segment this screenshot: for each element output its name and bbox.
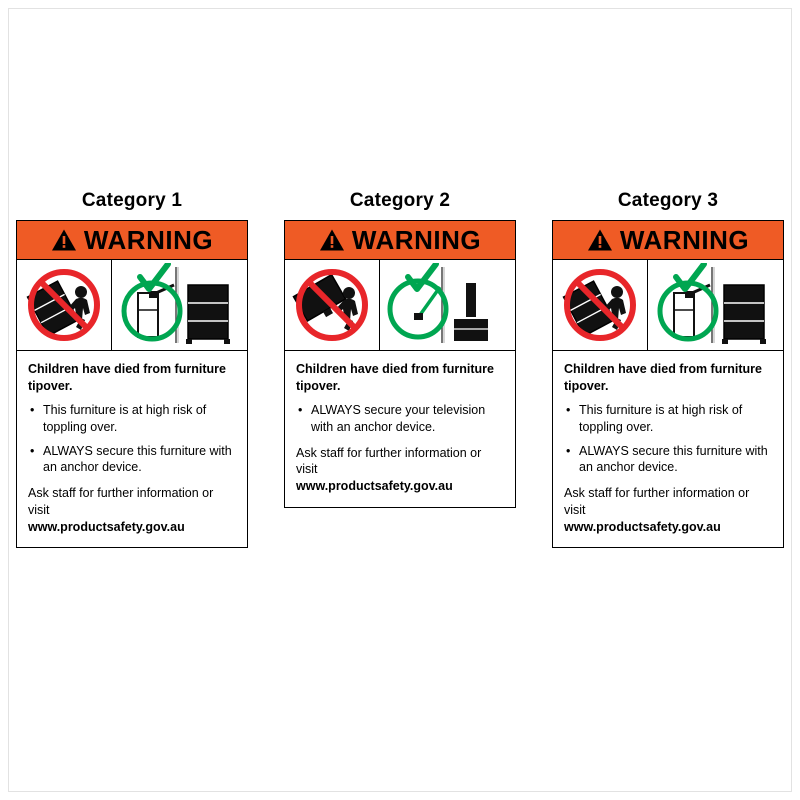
warning-labels-row (0, 190, 800, 548)
no-climbing-furniture-icon (18, 265, 110, 345)
label-text-area (17, 351, 247, 547)
category-title: Category 1 (81, 190, 183, 211)
pictogram-row (553, 260, 783, 351)
label-block-category-1 (16, 190, 248, 548)
no-climbing-furniture-icon (554, 265, 646, 345)
list-item: • This furniture is at high risk of toppling over. (43, 402, 236, 436)
warning-word: WARNING (83, 225, 214, 255)
warning-header-bar (553, 221, 783, 260)
approved-pictogram-cell (648, 260, 783, 350)
lead-statement: Children have died from furniture tipover. (28, 362, 226, 393)
approved-pictogram-cell (380, 260, 515, 350)
label-block-category-3 (552, 190, 784, 548)
warning-word: WARNING (351, 225, 482, 255)
label-text-area (285, 351, 515, 507)
category-title: Category 2 (349, 190, 451, 211)
warning-triangle-icon (319, 228, 345, 252)
website-url: www.productsafety.gov.au (28, 519, 185, 534)
website-url: www.productsafety.gov.au (564, 519, 721, 534)
bullet-list (564, 402, 772, 476)
warning-header-bar (285, 221, 515, 260)
lead-statement: Children have died from furniture tipover. (564, 362, 762, 393)
no-climbing-television-icon (286, 265, 378, 345)
website-url: www.productsafety.gov.au (296, 479, 453, 493)
bullet-list (296, 402, 504, 436)
approved-pictogram-cell (112, 260, 247, 350)
anchored-television-tick-icon (384, 263, 512, 347)
prohibition-pictogram-cell (17, 260, 112, 350)
warning-triangle-icon (587, 228, 613, 252)
list-item: • ALWAYS secure your television with an anchor device. (311, 402, 504, 436)
list-item: • ALWAYS secure this furniture with an anchor device. (43, 443, 236, 477)
bullet-list (28, 402, 236, 476)
warning-label-card (552, 220, 784, 548)
list-item: • This furniture is at high risk of toppling over. (579, 402, 772, 436)
ask-staff-text: Ask staff for further information or visit (28, 486, 214, 517)
warning-triangle-icon (51, 228, 77, 252)
prohibition-pictogram-cell (553, 260, 648, 350)
anchored-furniture-tick-icon (652, 263, 780, 347)
prohibition-pictogram-cell (285, 260, 380, 350)
list-item: • ALWAYS secure this furniture with an anchor device. (579, 443, 772, 477)
warning-label-card (16, 220, 248, 548)
ask-staff-text: Ask staff for further information or visit (296, 445, 482, 477)
lead-statement: Children have died from furniture tipover. (296, 362, 494, 393)
label-text-area (553, 351, 783, 547)
warning-label-card (284, 220, 516, 508)
pictogram-row (285, 260, 515, 351)
category-title: Category 3 (617, 190, 719, 211)
anchored-furniture-tick-icon (116, 263, 244, 347)
pictogram-row (17, 260, 247, 351)
warning-header-bar (17, 221, 247, 260)
label-block-category-2 (284, 190, 516, 508)
warning-word: WARNING (619, 225, 750, 255)
ask-staff-text: Ask staff for further information or visit (564, 486, 750, 517)
